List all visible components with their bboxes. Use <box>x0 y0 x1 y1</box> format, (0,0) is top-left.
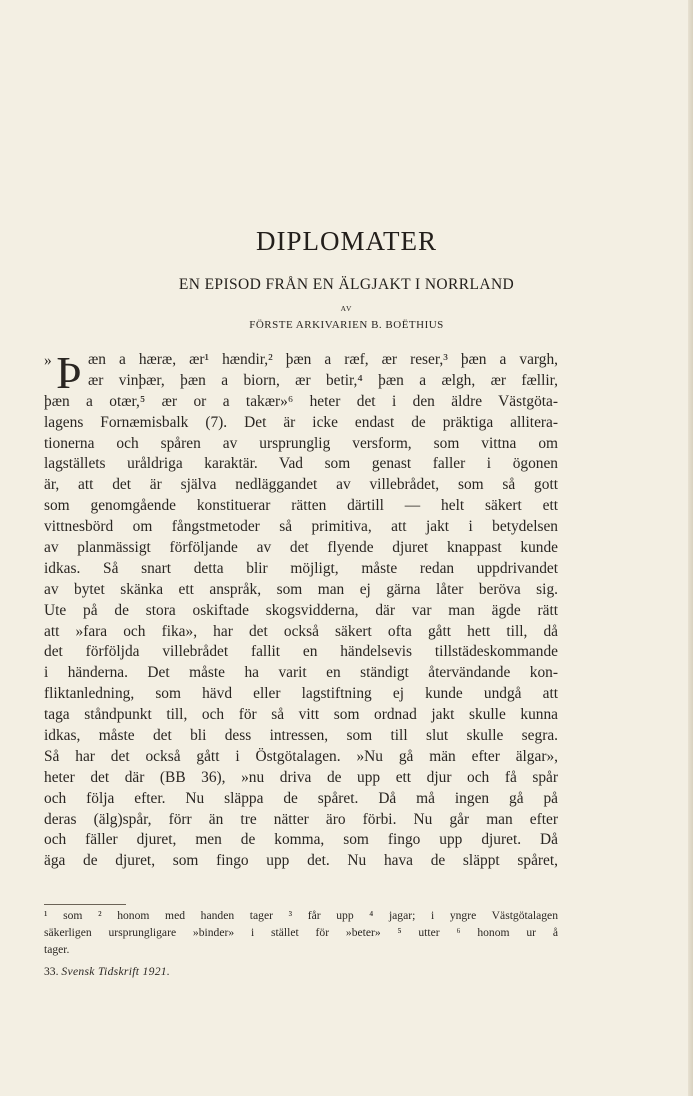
body-line: þæn a otær,⁵ ær or a takær»⁶ heter det i den äldre Västgöta- <box>44 392 558 410</box>
article-title: DIPLOMATER <box>255 226 437 256</box>
journal-name: Svensk Tidskrift 1921. <box>61 965 171 978</box>
article-subtitle: EN EPISOD FRÅN EN ÄLGJAKT I NORRLAND <box>178 276 515 293</box>
body-line: att »fara och fika», har det också säkert ofta gått hett till, då <box>44 622 558 640</box>
body-line: av bytet skänka ett anspråk, som man ej gärna låter beröva sig. <box>44 580 558 598</box>
body-line: lagens Fornæmisbalk (7). Det är icke endast de präktiga allitera- <box>44 413 558 431</box>
signature-number: 33. <box>44 965 59 978</box>
body-line: idkas, måste det bli dess intressen, som till slut skulle segra. <box>44 727 558 745</box>
drop-cap: Þ <box>56 347 82 398</box>
body-line: som genomgående konstituerar rätten därtill — helt säkert ett <box>44 497 558 515</box>
body-line: och följa efter. Nu släppa de spåret. Då må ingen gå på <box>44 789 558 807</box>
article-body <box>44 347 558 872</box>
page-edge <box>688 0 693 1096</box>
body-line: fliktanledning, som hävd eller lagstiftning ej kunde undgå att <box>44 685 558 703</box>
body-line: i händerna. Det måste ha varit en ständigt återvändande kon- <box>44 664 558 682</box>
footnote-divider <box>44 904 126 905</box>
body-line: tionerna och spåren av ursprunglig versform, som vittna om <box>44 434 558 452</box>
journal-footer <box>44 963 170 980</box>
body-line: av planmässigt förföljande av det flyende djuret knappast kunde <box>44 539 558 557</box>
body-line: äga de djuret, som fingo upp det. Nu hava de släppt spåret, <box>44 852 558 870</box>
footnote-line: tager. <box>44 943 70 956</box>
author-line: FÖRSTE ARKIVARIEN B. BOËTHIUS <box>249 319 444 331</box>
body-line: idkas. Så snart detta blir möjligt, måste redan uppdrivandet <box>44 559 558 577</box>
footnote-line: säkerligen ursprungligare »binder» i stället för »beter» ⁵ utter ⁶ honom ur å <box>44 926 558 939</box>
body-line: det förföljda villebrådet fallit en händelsevis tillstädeskommande <box>44 643 558 661</box>
body-line: lagställets uråldriga karaktär. Vad som genast faller i ögonen <box>44 455 558 473</box>
body-line: taga ståndpunkt till, och för så vitt som ordnad jakt skulle kunna <box>44 706 558 724</box>
byline-av: AV <box>340 304 353 313</box>
body-line: æn a hæræ, ær¹ hændir,² þæn a ræf, ær reser,³ þæn a vargh, <box>88 351 558 368</box>
footnote-line: ¹ som ² honom med handen tager ³ får upp ⁴ jagar; i yngre Västgötalagen <box>44 909 558 922</box>
body-line: deras (älg)spår, förr än tre nätter äro förbi. Nu går man efter <box>44 810 558 828</box>
body-line: Så har det också gått i Östgötalagen. »Nu gå män efter älgar», <box>44 747 558 765</box>
body-line: heter det där (BB 36), »nu driva de upp ett djur och få spår <box>44 768 558 786</box>
opening-quote: » <box>44 352 52 369</box>
body-line: vittnesbörd om fångstmetoder så primitiva, att jakt i betydelsen <box>44 518 558 536</box>
body-line: Ute på de stora oskiftade skogsvidderna, där var man ägde rätt <box>44 601 558 619</box>
body-line: är, att det är själva nedläggandet av villebrådet, som så gott <box>44 476 558 494</box>
body-line: och fäller djuret, men de komma, som fingo upp djuret. Då <box>44 831 558 849</box>
footnotes <box>44 907 558 958</box>
body-line: ær vinþær, þæn a biorn, ær betir,⁴ þæn a ælgh, ær fællir, <box>88 371 558 389</box>
